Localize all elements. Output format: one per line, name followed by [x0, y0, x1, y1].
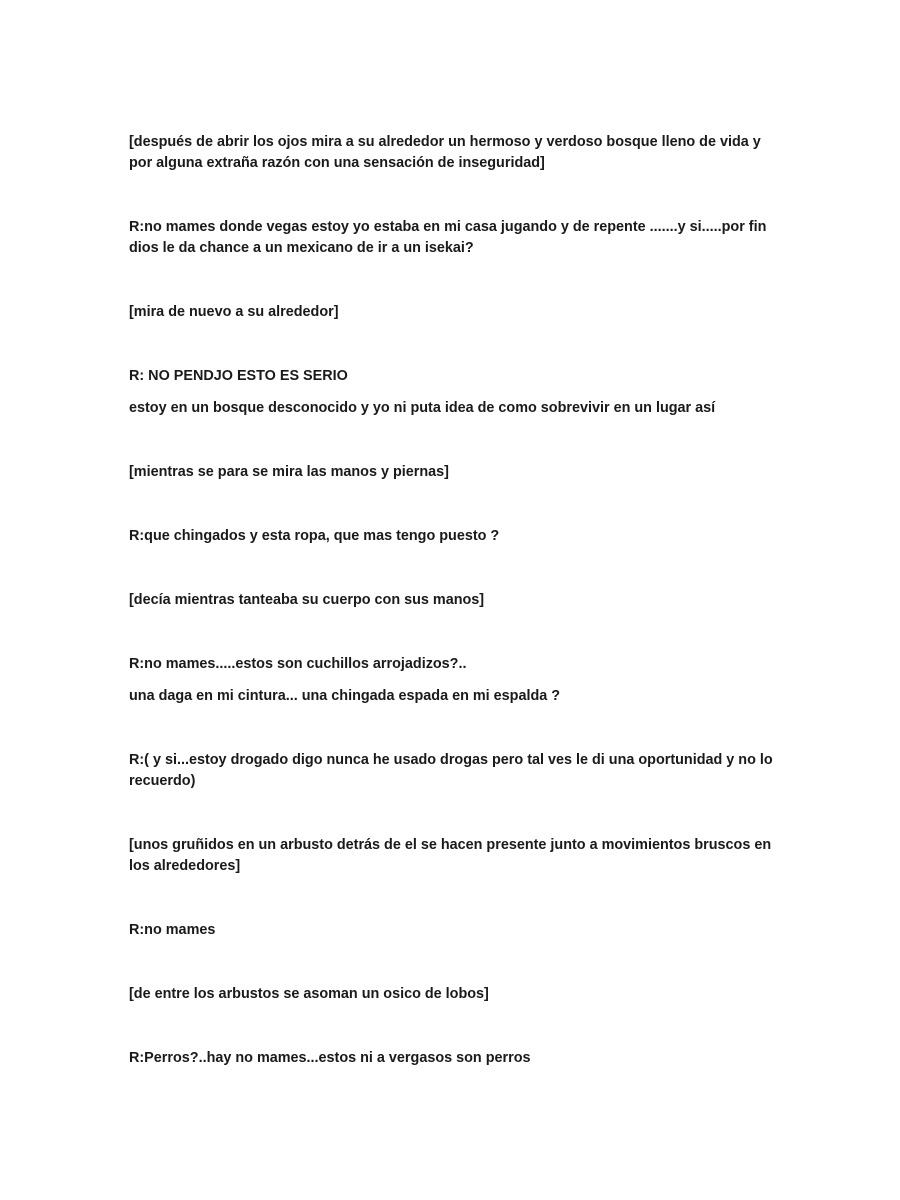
paragraph: R:no mames donde vegas estoy yo estaba en mi casa jugando y de repente .......y si.....por fin dios le da chance a un mexicano de ir a un isekai?: [129, 219, 767, 256]
paragraph: [después de abrir los ojos mira a su alrededor un hermoso y verdoso bosque lleno de vida y por alguna extraña razón con una sensación de inseguridad]: [129, 134, 761, 171]
paragraph: estoy en un bosque desconocido y yo ni puta idea de como sobrevivir en un lugar así: [129, 400, 716, 416]
paragraph: R:no mames: [129, 922, 216, 938]
paragraph: [unos gruñidos en un arbusto detrás de el se hacen presente junto a movimientos bruscos en los alrededores]: [129, 837, 772, 874]
paragraph: [mientras se para se mira las manos y piernas]: [129, 464, 449, 480]
paragraph: R:Perros?..hay no mames...estos ni a vergasos son perros: [129, 1050, 531, 1066]
paragraph: R:no mames.....estos son cuchillos arrojadizos?..: [129, 656, 467, 672]
paragraph: R:( y si...estoy drogado digo nunca he usado drogas pero tal ves le di una oportunidad y no lo recuerdo): [129, 752, 773, 789]
paragraph: [de entre los arbustos se asoman un osico de lobos]: [129, 986, 489, 1002]
paragraph: R:que chingados y esta ropa, que mas tengo puesto ?: [129, 528, 500, 544]
paragraph: [decía mientras tanteaba su cuerpo con sus manos]: [129, 592, 485, 608]
paragraph: una daga en mi cintura... una chingada espada en mi espalda ?: [129, 688, 561, 704]
paragraph: [mira de nuevo a su alrededor]: [129, 304, 339, 320]
paragraph: R: NO PENDJO ESTO ES SERIO: [129, 368, 348, 384]
